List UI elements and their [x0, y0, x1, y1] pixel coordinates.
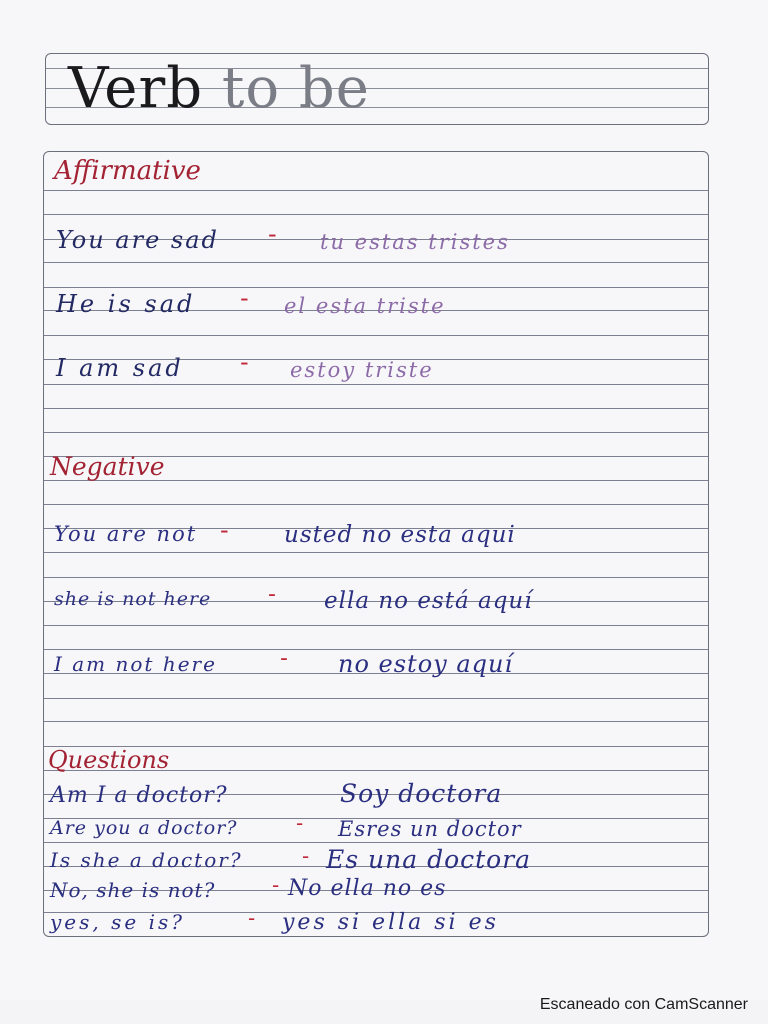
page-title	[68, 56, 370, 121]
questions-english-2: Are you a doctor?	[50, 817, 238, 839]
affirmative-spanish-2: el esta triste	[284, 294, 446, 318]
title-to-be: to be	[221, 56, 370, 121]
affirmative-spanish-3: estoy triste	[290, 358, 434, 382]
dash: -	[302, 844, 310, 868]
negative-spanish-2: ella no está aquí	[324, 588, 533, 614]
dash: -	[220, 516, 229, 544]
negative-spanish-3: no estoy aquí	[338, 650, 514, 678]
questions-spanish-4: No ella no es	[288, 876, 447, 901]
dash: -	[240, 284, 249, 312]
negative-english-3: I am not here	[54, 652, 217, 676]
questions-spanish-1: Soy doctora	[340, 779, 503, 808]
ruled-notebook	[43, 151, 709, 937]
questions-english-3: Is she a doctor?	[50, 848, 243, 872]
title-box	[45, 53, 709, 125]
title-verb: Verb	[68, 56, 222, 121]
heading-affirmative: Affirmative	[54, 156, 201, 186]
negative-english-1: You are not	[54, 522, 198, 546]
affirmative-spanish-1: tu estas tristes	[320, 230, 510, 254]
questions-spanish-2: Esres un doctor	[338, 817, 522, 841]
affirmative-english-3: I am sad	[56, 354, 184, 382]
scanner-watermark: Escaneado con CamScanner	[539, 996, 748, 1013]
dash: -	[268, 220, 277, 248]
dash: -	[296, 811, 304, 835]
negative-spanish-1: usted no esta aqui	[284, 522, 516, 548]
questions-english-4: No, she is not?	[50, 878, 216, 902]
questions-spanish-3: Es una doctora	[326, 845, 532, 874]
dash: -	[268, 582, 276, 607]
questions-english-1: Am I a doctor?	[50, 783, 228, 808]
affirmative-english-1: You are sad	[56, 226, 219, 254]
questions-english-5: yes, se is?	[50, 910, 185, 934]
dash: -	[272, 873, 280, 897]
dash: -	[240, 348, 249, 376]
dash: -	[280, 646, 288, 671]
questions-spanish-5: yes si ella si es	[282, 910, 499, 935]
dash: -	[248, 906, 256, 930]
affirmative-english-2: He is sad	[56, 290, 196, 318]
heading-questions: Questions	[48, 746, 170, 774]
negative-english-2: she is not here	[54, 588, 212, 610]
heading-negative: Negative	[50, 452, 165, 481]
